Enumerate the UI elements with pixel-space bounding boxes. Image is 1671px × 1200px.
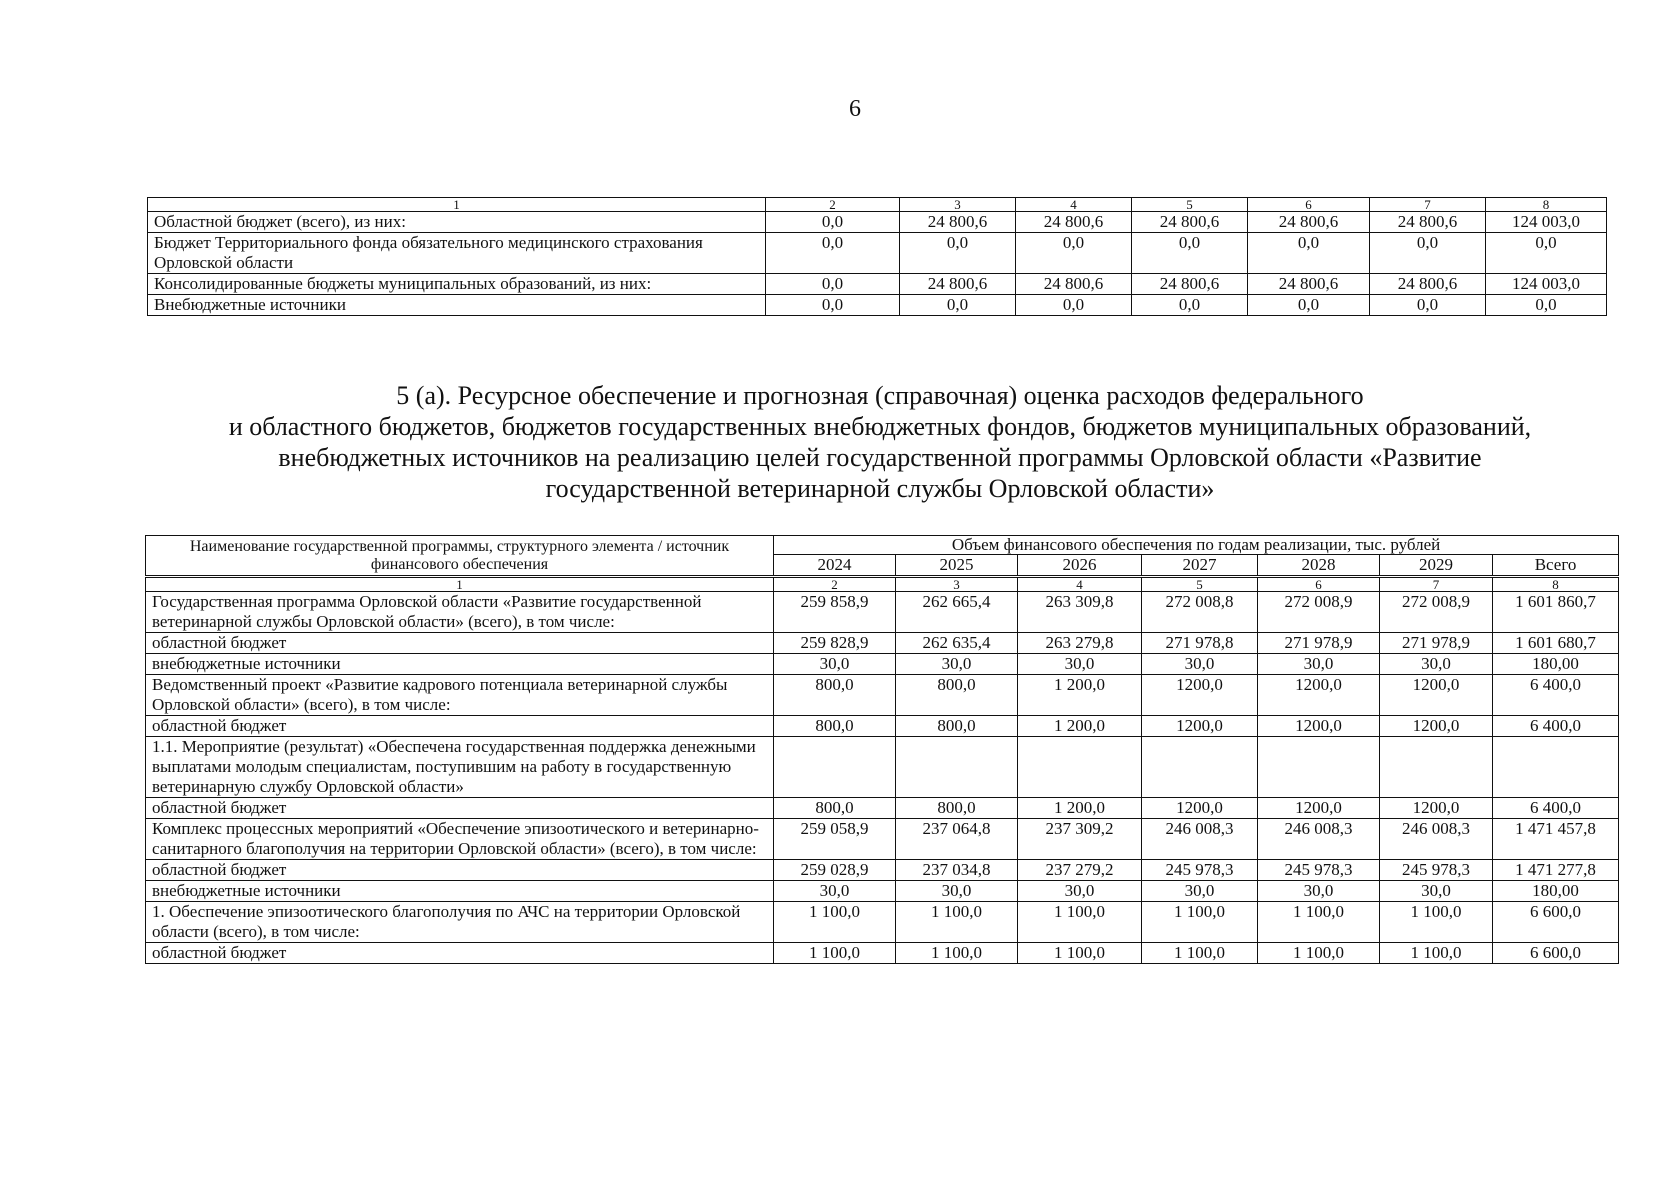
row-label: внебюджетные источники bbox=[146, 881, 774, 902]
table-row bbox=[146, 737, 1619, 798]
value-cell: 0,0 bbox=[1248, 295, 1370, 316]
year-cell: 2029 bbox=[1380, 555, 1493, 576]
table-row bbox=[146, 902, 1619, 943]
value-cell: 237 279,2 bbox=[1018, 860, 1142, 881]
value-cell: 1 100,0 bbox=[1258, 902, 1380, 943]
value-cell: 237 064,8 bbox=[896, 819, 1018, 860]
section-heading bbox=[150, 380, 1610, 504]
value-cell: 1200,0 bbox=[1142, 716, 1258, 737]
value-cell: 0,0 bbox=[1132, 233, 1248, 274]
column-number: 8 bbox=[1493, 578, 1619, 592]
value-cell: 246 008,3 bbox=[1142, 819, 1258, 860]
value-cell: 246 008,3 bbox=[1380, 819, 1493, 860]
value-cell: 30,0 bbox=[1142, 881, 1258, 902]
row-label: Государственная программа Орловской области «Развитие государственной ветеринарной службы Орловской области» (всего), в том числе: bbox=[146, 592, 774, 633]
value-cell: 30,0 bbox=[1258, 654, 1380, 675]
column-number: 7 bbox=[1380, 578, 1493, 592]
value-cell: 271 978,8 bbox=[1142, 633, 1258, 654]
table-row bbox=[148, 233, 1607, 274]
row-label: 1. Обеспечение эпизоотического благополучия по АЧС на территории Орловской области (всего), в том числе: bbox=[146, 902, 774, 943]
page-number: 6 bbox=[849, 96, 861, 122]
table-row bbox=[146, 654, 1619, 675]
value-cell bbox=[1493, 737, 1619, 798]
column-number: 7 bbox=[1370, 198, 1486, 212]
table-row bbox=[146, 860, 1619, 881]
value-cell: 0,0 bbox=[1370, 233, 1486, 274]
value-cell: 24 800,6 bbox=[1370, 212, 1486, 233]
value-cell: 262 665,4 bbox=[896, 592, 1018, 633]
header-name-cell: Наименование государственной программы, структурного элемента / источник финансового обеспечения bbox=[146, 536, 774, 576]
value-cell: 30,0 bbox=[896, 654, 1018, 675]
year-cell: 2027 bbox=[1142, 555, 1258, 576]
value-cell: 1200,0 bbox=[1380, 798, 1493, 819]
value-cell: 1 100,0 bbox=[896, 943, 1018, 964]
value-cell: 24 800,6 bbox=[1248, 212, 1370, 233]
table-row bbox=[148, 295, 1607, 316]
value-cell: 0,0 bbox=[766, 212, 900, 233]
value-cell: 24 800,6 bbox=[1370, 274, 1486, 295]
row-label: областной бюджет bbox=[146, 716, 774, 737]
value-cell: 1 100,0 bbox=[1380, 943, 1493, 964]
value-cell: 1 100,0 bbox=[1142, 902, 1258, 943]
value-cell: 237 309,2 bbox=[1018, 819, 1142, 860]
row-label: Консолидированные бюджеты муниципальных образований, из них: bbox=[148, 274, 766, 295]
value-cell: 1 200,0 bbox=[1018, 716, 1142, 737]
value-cell: 1 471 457,8 bbox=[1493, 819, 1619, 860]
value-cell: 0,0 bbox=[1370, 295, 1486, 316]
value-cell: 1200,0 bbox=[1258, 716, 1380, 737]
value-cell: 24 800,6 bbox=[1132, 212, 1248, 233]
table-row bbox=[146, 798, 1619, 819]
value-cell: 1 100,0 bbox=[1380, 902, 1493, 943]
value-cell: 259 058,9 bbox=[774, 819, 896, 860]
heading-line: внебюджетных источников на реализацию целей государственной программы Орловской области «Развитие bbox=[278, 443, 1482, 472]
row-label: Бюджет Территориального фонда обязательного медицинского страхования Орловской области bbox=[148, 233, 766, 274]
value-cell: 6 400,0 bbox=[1493, 675, 1619, 716]
table-row bbox=[148, 274, 1607, 295]
value-cell: 30,0 bbox=[774, 654, 896, 675]
table-row bbox=[146, 943, 1619, 964]
value-cell: 1 100,0 bbox=[896, 902, 1018, 943]
value-cell: 30,0 bbox=[1380, 881, 1493, 902]
row-label: внебюджетные источники bbox=[146, 654, 774, 675]
year-cell: 2024 bbox=[774, 555, 896, 576]
table-row bbox=[146, 633, 1619, 654]
value-cell bbox=[1142, 737, 1258, 798]
value-cell bbox=[1018, 737, 1142, 798]
value-cell: 272 008,9 bbox=[1380, 592, 1493, 633]
value-cell: 1 471 277,8 bbox=[1493, 860, 1619, 881]
row-label: 1.1. Мероприятие (результат) «Обеспечена государственная поддержка денежными выплатами молодым специалистам, поступившим на работу в государственную ветеринарную службу Орловской области» bbox=[146, 737, 774, 798]
table-row bbox=[148, 212, 1607, 233]
value-cell: 180,00 bbox=[1493, 654, 1619, 675]
value-cell: 0,0 bbox=[1016, 233, 1132, 274]
value-cell: 1200,0 bbox=[1142, 675, 1258, 716]
value-cell: 1 100,0 bbox=[774, 902, 896, 943]
column-number: 1 bbox=[148, 198, 766, 212]
column-number: 6 bbox=[1258, 578, 1380, 592]
value-cell: 24 800,6 bbox=[900, 212, 1016, 233]
value-cell: 30,0 bbox=[1018, 654, 1142, 675]
row-label: Областной бюджет (всего), из них: bbox=[148, 212, 766, 233]
value-cell bbox=[896, 737, 1018, 798]
value-cell: 245 978,3 bbox=[1258, 860, 1380, 881]
value-cell: 1200,0 bbox=[1380, 675, 1493, 716]
value-cell: 272 008,9 bbox=[1258, 592, 1380, 633]
value-cell: 237 034,8 bbox=[896, 860, 1018, 881]
column-number-row bbox=[148, 198, 1607, 212]
value-cell: 1 200,0 bbox=[1018, 798, 1142, 819]
row-label: областной бюджет bbox=[146, 798, 774, 819]
value-cell: 800,0 bbox=[774, 798, 896, 819]
column-number: 4 bbox=[1018, 578, 1142, 592]
table-row bbox=[146, 881, 1619, 902]
value-cell: 30,0 bbox=[896, 881, 1018, 902]
row-label: Ведомственный проект «Развитие кадрового потенциала ветеринарной службы Орловской области» (всего), в том числе: bbox=[146, 675, 774, 716]
value-cell: 246 008,3 bbox=[1258, 819, 1380, 860]
header-volume-cell: Объем финансового обеспечения по годам реализации, тыс. рублей bbox=[774, 536, 1619, 555]
value-cell: 30,0 bbox=[1380, 654, 1493, 675]
value-cell: 800,0 bbox=[896, 675, 1018, 716]
table-row bbox=[146, 675, 1619, 716]
value-cell: 1200,0 bbox=[1258, 798, 1380, 819]
value-cell: 0,0 bbox=[1016, 295, 1132, 316]
value-cell bbox=[1258, 737, 1380, 798]
value-cell: 24 800,6 bbox=[1248, 274, 1370, 295]
value-cell: 1 100,0 bbox=[1258, 943, 1380, 964]
value-cell: 180,00 bbox=[1493, 881, 1619, 902]
value-cell: 1 100,0 bbox=[1018, 943, 1142, 964]
value-cell: 1 601 680,7 bbox=[1493, 633, 1619, 654]
value-cell: 124 003,0 bbox=[1486, 274, 1607, 295]
value-cell: 1200,0 bbox=[1258, 675, 1380, 716]
value-cell: 6 400,0 bbox=[1493, 798, 1619, 819]
value-cell: 124 003,0 bbox=[1486, 212, 1607, 233]
column-number: 3 bbox=[896, 578, 1018, 592]
value-cell: 24 800,6 bbox=[1016, 212, 1132, 233]
value-cell: 262 635,4 bbox=[896, 633, 1018, 654]
top-table bbox=[147, 197, 1607, 316]
row-label: областной бюджет bbox=[146, 633, 774, 654]
value-cell: 263 309,8 bbox=[1018, 592, 1142, 633]
value-cell: 1200,0 bbox=[1380, 716, 1493, 737]
value-cell: 800,0 bbox=[896, 798, 1018, 819]
column-number-row bbox=[146, 578, 1619, 592]
value-cell: 800,0 bbox=[774, 716, 896, 737]
row-label: областной бюджет bbox=[146, 860, 774, 881]
column-number: 2 bbox=[766, 198, 900, 212]
column-number: 6 bbox=[1248, 198, 1370, 212]
value-cell: 1 100,0 bbox=[774, 943, 896, 964]
value-cell: 259 858,9 bbox=[774, 592, 896, 633]
value-cell: 0,0 bbox=[900, 295, 1016, 316]
value-cell bbox=[1380, 737, 1493, 798]
value-cell: 263 279,8 bbox=[1018, 633, 1142, 654]
year-cell: 2026 bbox=[1018, 555, 1142, 576]
value-cell: 6 600,0 bbox=[1493, 902, 1619, 943]
value-cell: 1 601 860,7 bbox=[1493, 592, 1619, 633]
table-row bbox=[146, 592, 1619, 633]
column-number: 1 bbox=[146, 578, 774, 592]
value-cell: 30,0 bbox=[774, 881, 896, 902]
value-cell: 0,0 bbox=[1132, 295, 1248, 316]
value-cell: 271 978,9 bbox=[1258, 633, 1380, 654]
value-cell: 6 600,0 bbox=[1493, 943, 1619, 964]
column-number: 2 bbox=[774, 578, 896, 592]
column-number: 4 bbox=[1016, 198, 1132, 212]
value-cell bbox=[774, 737, 896, 798]
column-number: 5 bbox=[1142, 578, 1258, 592]
value-cell: 0,0 bbox=[1486, 233, 1607, 274]
value-cell: 30,0 bbox=[1018, 881, 1142, 902]
value-cell: 259 828,9 bbox=[774, 633, 896, 654]
heading-line: и областного бюджетов, бюджетов государственных внебюджетных фондов, бюджетов муниципальных образований, bbox=[228, 412, 1532, 441]
year-cell: 2028 bbox=[1258, 555, 1380, 576]
column-number: 3 bbox=[900, 198, 1016, 212]
value-cell: 6 400,0 bbox=[1493, 716, 1619, 737]
table-row bbox=[146, 819, 1619, 860]
value-cell: 245 978,3 bbox=[1142, 860, 1258, 881]
value-cell: 30,0 bbox=[1142, 654, 1258, 675]
row-label: Внебюджетные источники bbox=[148, 295, 766, 316]
column-number: 8 bbox=[1486, 198, 1607, 212]
header-row bbox=[146, 536, 1619, 555]
table-row bbox=[146, 716, 1619, 737]
value-cell: 800,0 bbox=[774, 675, 896, 716]
value-cell: 0,0 bbox=[766, 233, 900, 274]
value-cell: 1 100,0 bbox=[1142, 943, 1258, 964]
value-cell: 0,0 bbox=[1248, 233, 1370, 274]
value-cell: 0,0 bbox=[1486, 295, 1607, 316]
resource-table bbox=[145, 535, 1619, 964]
heading-line: государственной ветеринарной службы Орловской области» bbox=[545, 474, 1215, 503]
value-cell: 30,0 bbox=[1258, 881, 1380, 902]
column-number: 5 bbox=[1132, 198, 1248, 212]
year-cell: 2025 bbox=[896, 555, 1018, 576]
value-cell: 271 978,9 bbox=[1380, 633, 1493, 654]
row-label: Комплекс процессных мероприятий «Обеспечение эпизоотического и ветеринарно-санитарного благополучия на территории Орловской области» (всего), в том числе: bbox=[146, 819, 774, 860]
value-cell: 1 100,0 bbox=[1018, 902, 1142, 943]
value-cell: 0,0 bbox=[766, 274, 900, 295]
value-cell: 24 800,6 bbox=[1132, 274, 1248, 295]
value-cell: 0,0 bbox=[766, 295, 900, 316]
value-cell: 24 800,6 bbox=[900, 274, 1016, 295]
row-label: областной бюджет bbox=[146, 943, 774, 964]
value-cell: 272 008,8 bbox=[1142, 592, 1258, 633]
value-cell: 245 978,3 bbox=[1380, 860, 1493, 881]
value-cell: 800,0 bbox=[896, 716, 1018, 737]
value-cell: 1200,0 bbox=[1142, 798, 1258, 819]
year-cell: Всего bbox=[1493, 555, 1619, 576]
value-cell: 0,0 bbox=[900, 233, 1016, 274]
value-cell: 259 028,9 bbox=[774, 860, 896, 881]
value-cell: 24 800,6 bbox=[1016, 274, 1132, 295]
value-cell: 1 200,0 bbox=[1018, 675, 1142, 716]
heading-line: 5 (а). Ресурсное обеспечение и прогнозная (справочная) оценка расходов федерального bbox=[396, 381, 1364, 410]
